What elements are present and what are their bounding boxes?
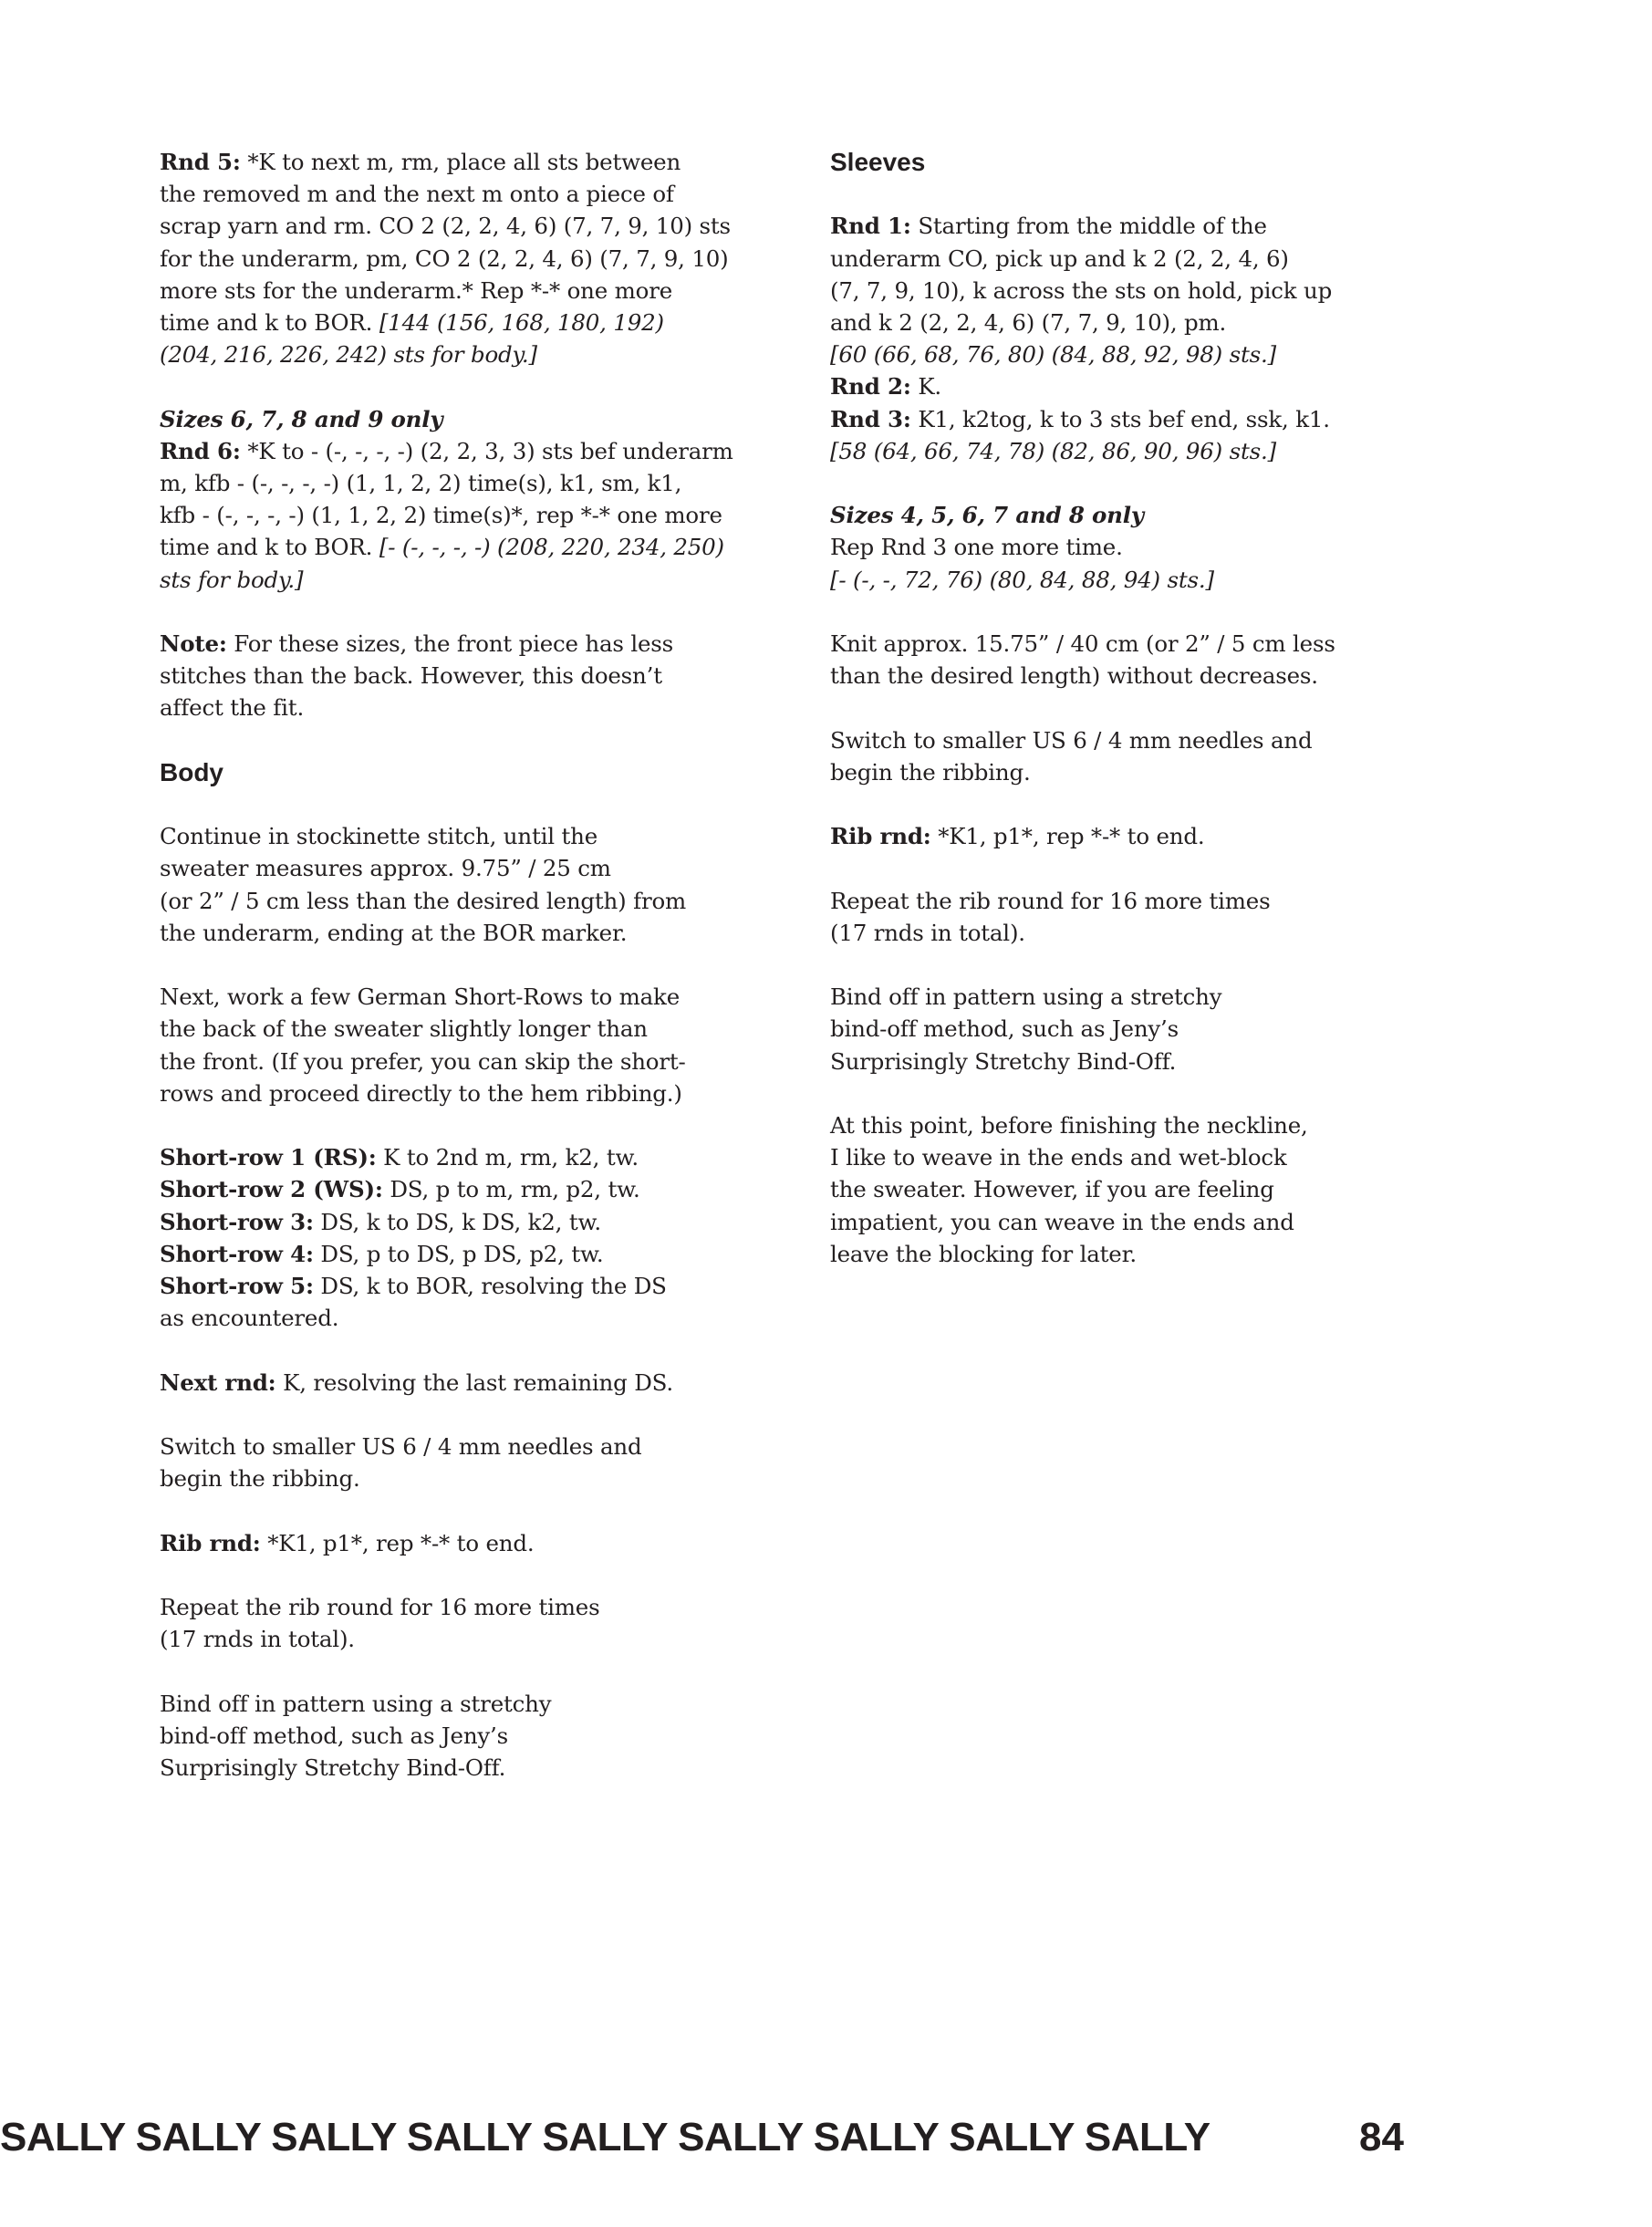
body-p2-line-1: Next, work a few German Short-Rows to make	[160, 983, 680, 1011]
rnd5-count-2: (204, 216, 226, 242) sts for body.]	[160, 341, 537, 369]
body-rib-text: *K1, p1*, rep *-* to end.	[260, 1529, 535, 1556]
body-switch-paragraph	[160, 1431, 743, 1494]
body-rib-label: Rib rnd:	[160, 1529, 261, 1556]
short-row-1-label: Short-row 1 (RS):	[160, 1144, 377, 1171]
short-row-1-text: K to 2nd m, rm, k2, tw.	[376, 1144, 639, 1171]
sleeve-switch-line-2: begin the ribbing.	[830, 758, 1031, 786]
rnd2-label: Rnd 2:	[830, 373, 911, 401]
rnd5-line-5: more sts for the underarm.* Rep *-* one more	[160, 276, 673, 304]
finish-line-2: I like to weave in the ends and wet-block	[830, 1144, 1287, 1171]
rnd6-paragraph	[160, 403, 743, 596]
sleeve-switch-line-1: Switch to smaller US 6 / 4 mm needles and	[830, 726, 1313, 754]
rep-rnd3-line-1: Rep Rnd 3 one more time.	[830, 534, 1123, 561]
sleeves-heading: Sleeves	[830, 148, 926, 176]
sleeve-rib-label: Rib rnd:	[830, 823, 931, 850]
footer-title-band: SALLY SALLY SALLY SALLY SALLY SALLY SALLY SALLY SALLY	[0, 2115, 1210, 2159]
rnd1-line-2: underarm CO, pick up and k 2 (2, 2, 4, 6)	[830, 245, 1289, 272]
sleeve-repeat-paragraph	[830, 885, 1414, 949]
left-column	[160, 146, 743, 1816]
short-row-2-text: DS, p to m, rm, p2, tw.	[382, 1176, 640, 1203]
sleeve-switch-paragraph	[830, 724, 1414, 788]
rnd6-count-1: [- (-, -, -, -) (208, 220, 234, 250)	[379, 534, 724, 561]
rnd3-count: [58 (64, 66, 74, 78) (82, 86, 90, 96) sts.]	[830, 437, 1276, 464]
short-row-3-text: DS, k to DS, k DS, k2, tw.	[313, 1208, 601, 1235]
body-paragraph-2	[160, 981, 743, 1109]
short-row-5-label: Short-row 5:	[160, 1273, 314, 1300]
rnd1-line-1: Starting from the middle of the	[910, 213, 1267, 240]
body-heading: Body	[160, 757, 223, 786]
body-p1-line-1: Continue in stockinette stitch, until the	[160, 823, 597, 850]
rnd2-text: K.	[910, 373, 942, 401]
next-rnd-label: Next rnd:	[160, 1368, 276, 1396]
rnd3-text: K1, k2tog, k to 3 sts bef end, ssk, k1.	[910, 405, 1330, 432]
body-paragraph-1	[160, 820, 743, 949]
right-column	[830, 146, 1414, 1302]
rnd6-label: Rnd 6:	[160, 437, 241, 464]
finishing-paragraph	[830, 1109, 1414, 1270]
sizes-4-8-heading: Sizes 4, 5, 6, 7 and 8 only	[830, 502, 1144, 529]
body-bindoff-line-1: Bind off in pattern using a stretchy	[160, 1690, 552, 1717]
body-p1-line-2: sweater measures approx. 9.75” / 25 cm	[160, 855, 611, 882]
sleeve-rib-text: *K1, p1*, rep *-* to end.	[930, 823, 1205, 850]
rnd3-label: Rnd 3:	[830, 405, 911, 432]
sleeve-repeat-line-2: (17 rnds in total).	[830, 919, 1025, 946]
rnd6-line-2: m, kfb - (-, -, -, -) (1, 1, 2, 2) time(s), k1, sm, k1,	[160, 470, 682, 497]
body-switch-line-2: begin the ribbing.	[160, 1465, 360, 1493]
short-row-4-label: Short-row 4:	[160, 1240, 314, 1267]
rnd1-count: [60 (66, 68, 76, 80) (84, 88, 92, 98) sts.]	[830, 341, 1276, 369]
finish-line-1: At this point, before finishing the neckline,	[830, 1111, 1308, 1139]
finish-line-3: the sweater. However, if you are feeling	[830, 1176, 1274, 1203]
rnd1-line-3: (7, 7, 9, 10), k across the sts on hold, pick up	[830, 276, 1333, 304]
rnd5-label: Rnd 5:	[160, 149, 241, 175]
knit-paragraph	[830, 628, 1414, 692]
rnd5-line-3: scrap yarn and rm. CO 2 (2, 2, 4, 6) (7, 7, 9, 10) sts	[160, 213, 731, 240]
short-rows-paragraph	[160, 1141, 743, 1334]
sleeve-bindoff-paragraph	[830, 981, 1414, 1077]
note-line-2: stitches than the back. However, this doesn’t	[160, 662, 662, 690]
body-repeat-line-1: Repeat the rib round for 16 more times	[160, 1593, 600, 1620]
body-p2-line-2: the back of the sweater slightly longer than	[160, 1015, 648, 1043]
body-repeat-paragraph	[160, 1591, 743, 1655]
sleeve-bindoff-line-3: Surprisingly Stretchy Bind-Off.	[830, 1047, 1177, 1075]
finish-line-4: impatient, you can weave in the ends and	[830, 1208, 1294, 1235]
rnd5-count-1: [144 (156, 168, 180, 192)	[379, 309, 664, 337]
short-row-5-text: DS, k to BOR, resolving the DS	[313, 1273, 667, 1300]
rnd5-line-2: the removed m and the next m onto a piece of	[160, 181, 674, 208]
rnd1-label: Rnd 1:	[830, 213, 911, 240]
sleeve-bindoff-line-1: Bind off in pattern using a stretchy	[830, 983, 1222, 1011]
body-p1-line-4: the underarm, ending at the BOR marker.	[160, 919, 628, 946]
rnd6-line-3: kfb - (-, -, -, -) (1, 1, 2, 2) time(s)*, rep *-* one more	[160, 502, 722, 529]
rnd5-paragraph	[160, 146, 743, 370]
rnd6-line-4: time and k to BOR.	[160, 534, 379, 561]
next-rnd-text: K, resolving the last remaining DS.	[275, 1368, 673, 1396]
rnd6-count-2: sts for body.]	[160, 566, 304, 593]
short-row-3-label: Short-row 3:	[160, 1208, 314, 1235]
body-bindoff-line-3: Surprisingly Stretchy Bind-Off.	[160, 1754, 506, 1781]
rnd1-line-4: and k 2 (2, 2, 4, 6) (7, 7, 9, 10), pm.	[830, 309, 1227, 336]
rnd5-line-1: *K to next m, rm, place all sts between	[240, 149, 681, 175]
body-bindoff-line-2: bind-off method, such as Jeny’s	[160, 1722, 509, 1749]
next-rnd-paragraph	[160, 1367, 743, 1399]
short-row-4-text: DS, p to DS, p DS, p2, tw.	[313, 1240, 604, 1267]
note-line-3: affect the fit.	[160, 694, 305, 722]
rnd5-line-6: time and k to BOR.	[160, 309, 379, 337]
page-number: 84	[1359, 2115, 1404, 2159]
body-repeat-line-2: (17 rnds in total).	[160, 1626, 355, 1653]
finish-line-5: leave the blocking for later.	[830, 1240, 1138, 1267]
body-rib-paragraph	[160, 1527, 743, 1559]
sizes-4-8-paragraph	[830, 499, 1414, 596]
sizes-6-9-heading: Sizes 6, 7, 8 and 9 only	[160, 405, 443, 432]
knit-line-1: Knit approx. 15.75” / 40 cm (or 2” / 5 cm less	[830, 630, 1335, 657]
rnd5-line-4: for the underarm, pm, CO 2 (2, 2, 4, 6) (7, 7, 9, 10)	[160, 245, 729, 272]
sleeve-rib-paragraph	[830, 820, 1414, 852]
body-p2-line-3: the front. (If you prefer, you can skip the short-	[160, 1047, 686, 1075]
body-p1-line-3: (or 2” / 5 cm less than the desired length) from	[160, 887, 687, 914]
sleeve-repeat-line-1: Repeat the rib round for 16 more times	[830, 887, 1271, 914]
sleeve-rnds-paragraph	[830, 210, 1414, 467]
body-p2-line-4: rows and proceed directly to the hem ribbing.)	[160, 1079, 682, 1107]
note-label: Note:	[160, 630, 227, 658]
rep-rnd3-count: [- (-, -, 72, 76) (80, 84, 88, 94) sts.]	[830, 566, 1214, 593]
short-row-2-label: Short-row 2 (WS):	[160, 1176, 383, 1203]
note-line-1: For these sizes, the front piece has less	[226, 630, 674, 658]
sleeve-bindoff-line-2: bind-off method, such as Jeny’s	[830, 1015, 1179, 1043]
body-bindoff-paragraph	[160, 1688, 743, 1785]
short-row-5-text-2: as encountered.	[160, 1305, 339, 1332]
body-switch-line-1: Switch to smaller US 6 / 4 mm needles and	[160, 1433, 642, 1460]
knit-line-2: than the desired length) without decreases.	[830, 662, 1318, 690]
rnd6-line-1: *K to - (-, -, -, -) (2, 2, 3, 3) sts bef underarm	[240, 437, 733, 464]
note-paragraph	[160, 628, 743, 724]
